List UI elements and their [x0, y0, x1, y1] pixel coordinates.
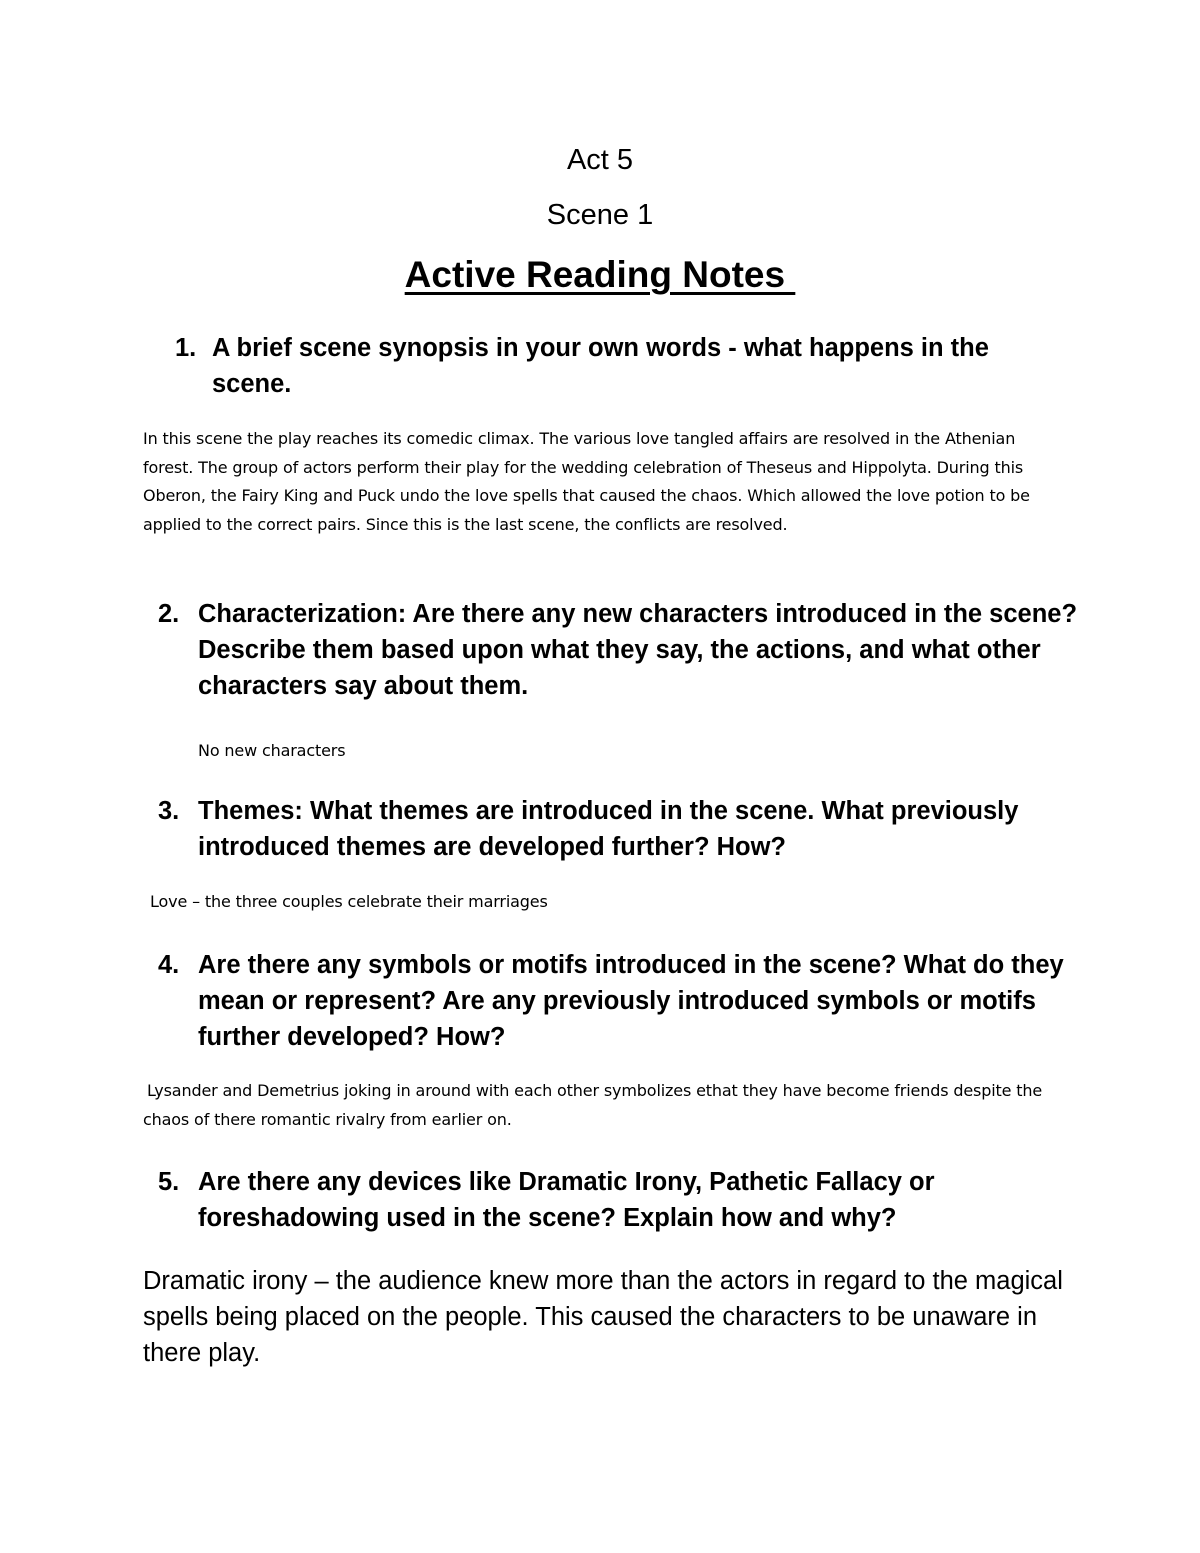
question-4 [158, 947, 1078, 1055]
question-5-number: 5. [158, 1168, 180, 1196]
answer-2: No new characters [198, 741, 346, 760]
page-title-text: Active Reading Notes [404, 254, 796, 295]
answer-5: Dramatic irony – the audience knew more than the actors in regard to the magical spells being placed on the people. This caused the characters to be unaware in there play. [143, 1267, 1063, 1367]
question-3-number: 3. [158, 797, 180, 825]
question-3 [158, 793, 1078, 865]
answer-4: Lysander and Demetrius joking in around with each other symbolizes ethat they have become friends despite the chaos of there romantic rivalry from earlier on. [143, 1081, 1043, 1129]
page-title [0, 253, 1200, 297]
question-5 [158, 1164, 1078, 1236]
question-2-number: 2. [158, 600, 180, 628]
question-2-text: Characterization: Are there any new characters introduced in the scene? Describe them based upon what they say, the actions, and what other characters say about them. [198, 600, 1078, 700]
question-3-text: Themes: What themes are introduced in the scene. What previously introduced themes are developed further? How? [198, 797, 1019, 861]
scene-heading: Scene 1 [546, 199, 654, 231]
question-1 [175, 330, 1055, 402]
act-heading: Act 5 [566, 144, 634, 176]
question-1-number: 1. [175, 334, 197, 362]
question-2 [158, 596, 1078, 704]
question-5-text: Are there any devices like Dramatic Irony, Pathetic Fallacy or foreshadowing used in the scene? Explain how and why? [198, 1168, 935, 1232]
answer-1: In this scene the play reaches its comedic climax. The various love tangled affairs are resolved in the Athenian forest. The group of actors perform their play for the wedding celebration of Theseus and Hippolyta. During this Oberon, the Fairy King and Puck undo the love spells that caused the chaos. Which allowed the love potion to be applied to the correct pairs. Since this is the last scene, the conflicts are resolved. [143, 429, 1030, 534]
answer-3: Love – the three couples celebrate their marriages [150, 892, 548, 911]
question-4-text: Are there any symbols or motifs introduced in the scene? What do they mean or represent? Are any previously introduced symbols or motifs further developed? How? [198, 951, 1064, 1051]
question-4-number: 4. [158, 951, 180, 979]
question-1-text: A brief scene synopsis in your own words - what happens in the scene. [212, 334, 989, 398]
